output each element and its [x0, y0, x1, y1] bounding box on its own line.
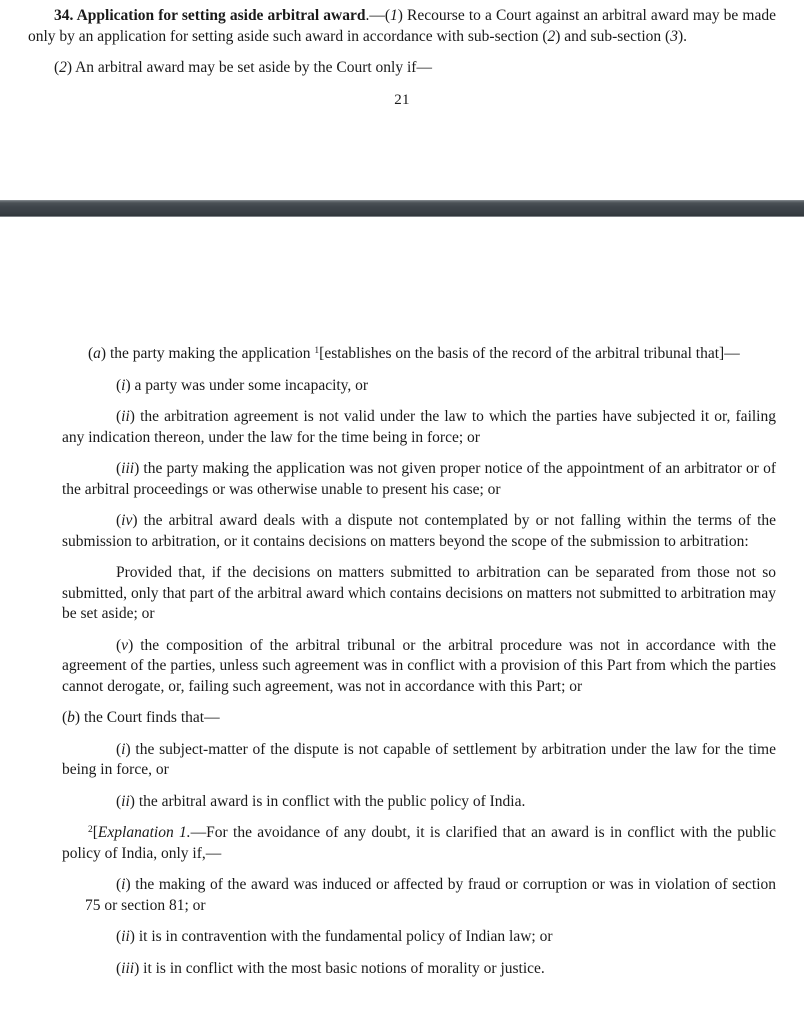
explanation-item-ii — [85, 927, 776, 948]
item-open: ( — [116, 959, 122, 977]
clause-a-open: ( — [88, 345, 94, 362]
item-text: the arbitral award is in conflict with the public policy of India. — [138, 792, 526, 810]
item-text: a party was under some incapacity, or — [134, 376, 369, 394]
item-close: ) — [125, 876, 136, 893]
item-close: ) — [134, 959, 144, 977]
item-open: ( — [116, 876, 122, 893]
item-open: ( — [116, 792, 122, 810]
item-open: ( — [116, 460, 122, 477]
heading-dash: .—( — [365, 7, 391, 24]
clause-b-close: ) — [74, 709, 84, 726]
item-marker: i — [121, 376, 126, 394]
item-open: ( — [116, 636, 122, 654]
item-marker: ii — [121, 408, 130, 425]
item-open: ( — [116, 512, 122, 529]
clause-a-item-iv — [62, 511, 776, 552]
item-open: ( — [116, 408, 122, 425]
clause-b-item-ii — [62, 792, 776, 813]
item-text: the arbitration agreement is not valid under the law to which the parties have subjected it or, failing any indication thereon, under the law for the time being in force; or — [62, 408, 776, 446]
item-text: it is in contravention with the fundamental policy of Indian law; or — [138, 928, 553, 945]
subsection-2-text: An arbitral award may be set aside by the Court only if— — [75, 59, 432, 76]
item-marker: iii — [121, 959, 135, 977]
subsection-2-close: ) — [66, 59, 76, 76]
item-open: ( — [116, 928, 122, 945]
clause-a-close: ) — [100, 345, 110, 362]
clause-b-text: the Court finds that— — [83, 709, 220, 726]
subsection-1-end: ). — [677, 27, 687, 45]
item-close: ) — [129, 792, 139, 810]
explanation-bracket: [ — [92, 824, 98, 841]
item-marker: iii — [121, 460, 135, 477]
section-heading: 34. Application for setting aside arbitral award — [54, 7, 366, 24]
clause-a-text-before: the party making the application — [109, 345, 315, 362]
clause-a-text-after: [establishes on the basis of the record of the arbitral tribunal that]— — [319, 345, 740, 362]
item-close: ) — [129, 928, 139, 945]
explanation-1-paragraph — [62, 823, 776, 864]
item-text: the composition of the arbitral tribunal or the arbitral procedure was not in accordance with the agreement of the parties, unless such agreement was in conflict with a provision of this Part from which the parties cannot derogate, or, failing such agreement, was not in accordance with this Part; or — [62, 636, 776, 695]
item-text: the arbitral award deals with a dispute not contemplated by or not falling within the terms of the submission to arbitration, or it contains decisions on matters beyond the scope of the submission to arbitration: — [62, 512, 777, 550]
subsection-2-marker: 2 — [59, 59, 67, 76]
explanation-dash: — — [190, 824, 207, 841]
explanation-item-iii — [85, 959, 776, 980]
page-separator-bar — [0, 200, 804, 217]
item-text: the party making the application was not given proper notice of the appointment of an arbitrator or of the arbitral proceedings or was otherwise unable to present his case; or — [62, 460, 776, 498]
item-open: ( — [116, 376, 122, 394]
clause-a-item-i — [62, 376, 776, 397]
item-text: it is in conflict with the most basic notions of morality or justice. — [143, 959, 545, 977]
clause-a-item-ii — [62, 407, 776, 448]
subsection-1-ref-b: 3 — [670, 27, 678, 45]
item-marker: ii — [121, 792, 130, 810]
explanation-title: Explanation 1. — [97, 824, 191, 841]
item-close: ) — [134, 460, 144, 477]
clause-b-marker: b — [67, 709, 75, 726]
subsection-1-marker: 1 — [390, 7, 398, 24]
item-marker: iv — [121, 512, 133, 529]
footnote-marker-1: 1 — [314, 345, 320, 356]
clause-a-item-v — [62, 636, 776, 698]
subsection-1-ref-a: 2 — [547, 27, 556, 45]
clause-b — [62, 708, 776, 729]
clause-b-item-i — [62, 740, 776, 781]
subsection-2-open: ( — [54, 59, 60, 76]
footnote-marker-2: 2 — [88, 824, 93, 835]
clause-a-marker: a — [93, 345, 101, 362]
item-marker: ii — [121, 928, 130, 945]
item-open: ( — [116, 740, 122, 758]
clause-a — [62, 344, 776, 365]
subsection-1-text: Recourse to a Court against an arbitral award may be made only by an application for setting aside such award in accordance with sub-section ( — [28, 7, 776, 45]
item-close: ) — [125, 376, 135, 394]
explanation-text: For the avoidance of any doubt, it is clarified that an award is in conflict with the public policy of India, only if,— — [62, 824, 776, 862]
subsection-2-paragraph — [28, 58, 776, 79]
item-close: ) — [132, 512, 144, 529]
top-page-fragment — [0, 0, 804, 110]
item-marker: i — [121, 740, 126, 758]
item-marker: v — [121, 636, 129, 654]
item-close: ) — [129, 408, 141, 425]
bottom-page-fragment — [0, 217, 804, 979]
page-number: 21 — [394, 91, 410, 108]
item-marker: i — [121, 876, 126, 893]
clause-a-item-iii — [62, 459, 776, 500]
proviso-paragraph: Provided that, if the decisions on matters submitted to arbitration can be separated from those not so submitted, only that part of the arbitral award which contains decisions on matters not submitted to arbitration may be set aside; or — [62, 564, 776, 622]
explanation-item-i — [85, 875, 776, 916]
section-34-paragraph — [28, 6, 776, 47]
item-close: ) — [125, 740, 136, 758]
clause-b-open: ( — [62, 709, 68, 726]
item-close: ) — [128, 636, 141, 654]
subsection-1-mid: ) and sub-section ( — [555, 27, 671, 45]
subsection-1-close: ) — [397, 7, 408, 24]
item-text: the making of the award was induced or affected by fraud or corruption or was in violation of section 75 or section 81; or — [85, 876, 777, 914]
item-text: the subject-matter of the dispute is not capable of settlement by arbitration under the law for the time being in force, or — [62, 740, 776, 778]
